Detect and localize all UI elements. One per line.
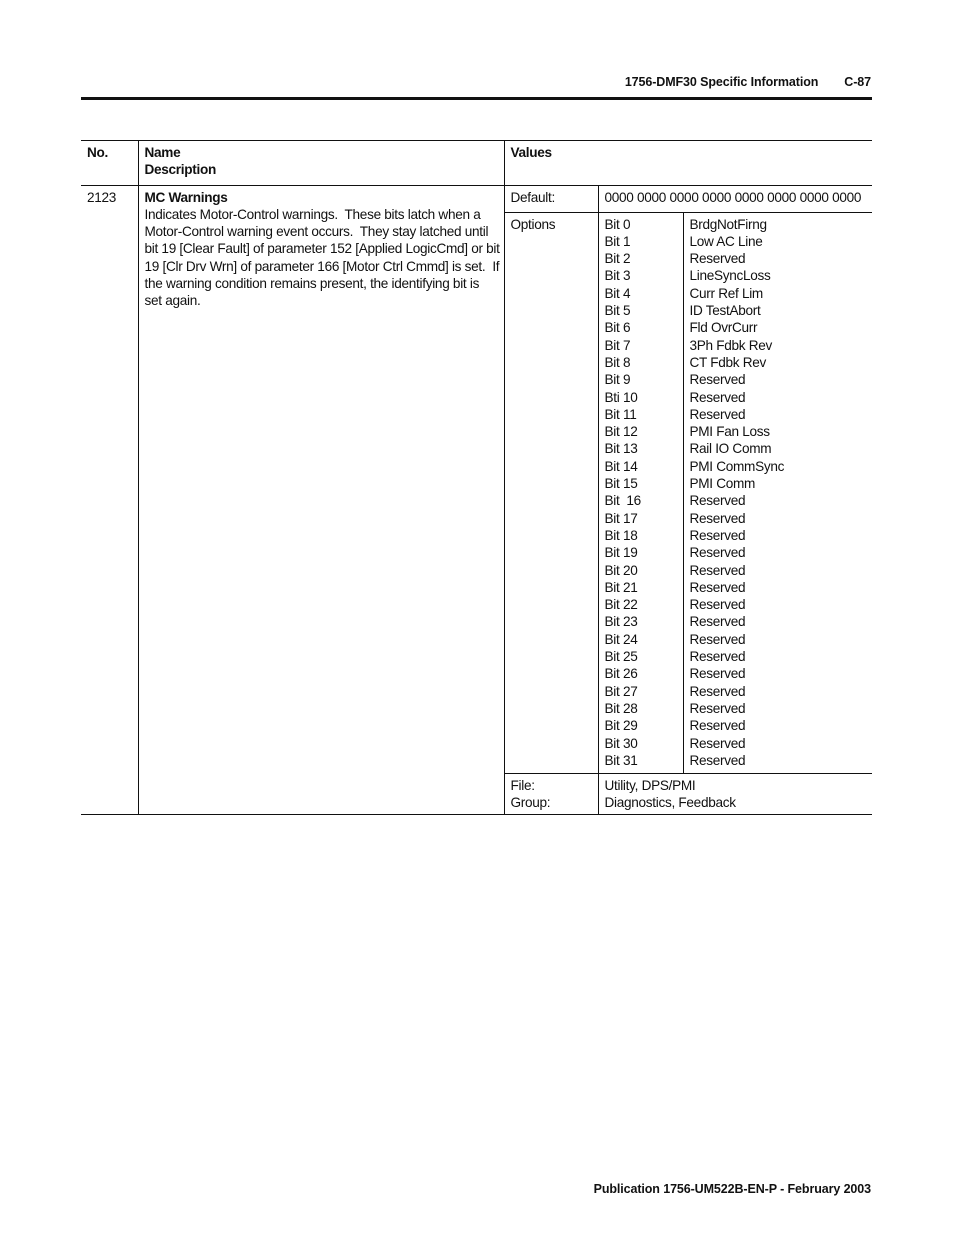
bit-number: Bit 2	[604, 251, 631, 267]
description-line: Indicates Motor-Control warnings. These bits latch when a	[144, 206, 481, 222]
parameter-number: 2123	[87, 189, 117, 205]
bit-number: Bti 10	[604, 389, 638, 405]
bit-number: Bit 0	[604, 216, 631, 232]
table-header-row	[81, 141, 872, 186]
bit-number-column	[599, 213, 684, 773]
bit-number: Bit 23	[604, 614, 638, 630]
bit-name: Reserved	[689, 372, 746, 388]
bit-number: Bit 12	[604, 424, 638, 440]
description-line: bit 19 [Clear Fault] of parameter 152 [Applied LogicCmd] or bit	[144, 241, 500, 257]
bit-name: Reserved	[689, 251, 746, 267]
bit-name: Reserved	[689, 493, 746, 509]
bit-name: Reserved	[689, 406, 746, 422]
bit-name: ID TestAbort	[689, 303, 761, 319]
bit-name: 3Ph Fdbk Rev	[689, 337, 773, 353]
bit-number: Bit 8	[604, 354, 631, 370]
group-value: Diagnostics, Feedback	[604, 794, 736, 810]
description-line: 19 [Clr Drv Wrn] of parameter 166 [Motor Ctrl Cmmd] is set. If	[144, 258, 500, 274]
default-label: Default:	[504, 185, 598, 212]
bit-name: Reserved	[689, 649, 746, 665]
bit-number: Bit 25	[604, 649, 638, 665]
bit-name: PMI CommSync	[689, 458, 785, 474]
description-line: set again.	[144, 293, 201, 309]
bit-name: PMI Fan Loss	[689, 424, 770, 440]
section-title: 1756-DMF30 Specific Information	[624, 75, 819, 89]
bit-name: Reserved	[689, 718, 746, 734]
bit-number: Bit 29	[604, 718, 638, 734]
bit-name: Reserved	[689, 666, 746, 682]
bit-number: Bit 9	[604, 372, 631, 388]
running-header	[625, 75, 871, 89]
bit-number: Bit 20	[604, 562, 638, 578]
publication-footer: Publication 1756-UM522B-EN-P - February 2003	[593, 1182, 871, 1196]
bit-name: Curr Ref Lim	[689, 285, 763, 301]
bit-name: Reserved	[689, 735, 746, 751]
description-line: the warning condition remains present, the identifying bit is	[144, 276, 480, 292]
description-line: Motor-Control warning event occurs. They stay latched until	[144, 224, 489, 240]
bit-name: CT Fdbk Rev	[689, 354, 767, 370]
file-group-values	[598, 773, 872, 815]
bit-name: Reserved	[689, 579, 746, 595]
bit-number: Bit 18	[604, 527, 638, 543]
col-header-no: No.	[87, 145, 108, 160]
bit-number: Bit 14	[604, 458, 638, 474]
bit-name: LineSyncLoss	[689, 268, 771, 284]
bit-name: Reserved	[689, 631, 746, 647]
bit-name: Reserved	[689, 510, 746, 526]
col-header-description-label: Description	[144, 162, 216, 178]
bit-name-column	[684, 213, 791, 773]
bit-number: Bit 6	[604, 320, 631, 336]
file-label: File:	[510, 777, 535, 793]
bit-number: Bit 15	[604, 476, 638, 492]
bit-number: Bit 1	[604, 233, 631, 249]
bit-number: Bit 3	[604, 268, 631, 284]
bit-name: Reserved	[689, 527, 746, 543]
parameter-name: MC Warnings	[144, 189, 228, 205]
bit-name: PMI Comm	[689, 476, 756, 492]
bit-name: Reserved	[689, 614, 746, 630]
parameter-table	[81, 140, 872, 815]
bit-name: Reserved	[689, 597, 746, 613]
file-value: Utility, DPS/PMI	[604, 777, 696, 793]
bit-name: Reserved	[689, 562, 746, 578]
bit-name: Reserved	[689, 545, 746, 561]
bit-number: Bit 7	[604, 337, 631, 353]
bit-name: Fld OvrCurr	[689, 320, 758, 336]
page-number: C-87	[844, 75, 871, 89]
bit-name: Low AC Line	[689, 233, 763, 249]
bit-number: Bit 13	[604, 441, 638, 457]
col-header-values: Values	[504, 141, 872, 186]
options-label: Options	[504, 212, 598, 773]
bit-number: Bit 17	[604, 510, 638, 526]
bit-name: Reserved	[689, 389, 746, 405]
parameter-name-description	[138, 185, 504, 815]
table-row	[81, 185, 872, 212]
default-value: 0000 0000 0000 0000 0000 0000 0000 0000	[598, 185, 872, 212]
file-group-labels	[504, 773, 598, 815]
bit-number: Bit 4	[604, 285, 631, 301]
header-rule	[81, 97, 872, 100]
bit-number: Bit 21	[604, 579, 638, 595]
bit-number: Bit 28	[604, 700, 638, 716]
bit-name: Reserved	[689, 683, 746, 699]
col-header-name	[138, 141, 504, 186]
options-list	[598, 212, 872, 773]
bit-number: Bit 19	[604, 545, 638, 561]
bit-number: Bit 11	[604, 406, 637, 422]
bit-name: Reserved	[689, 752, 746, 768]
bit-number: Bit 30	[604, 735, 638, 751]
bit-number: Bit 16	[604, 493, 641, 509]
col-header-name-label: Name	[144, 145, 181, 160]
bit-number: Bit 24	[604, 631, 638, 647]
bit-number: Bit 27	[604, 683, 638, 699]
group-label: Group:	[510, 794, 551, 810]
bit-number: Bit 5	[604, 303, 631, 319]
bit-name: Reserved	[689, 700, 746, 716]
bit-name: Rail IO Comm	[689, 441, 772, 457]
bit-number: Bit 22	[604, 597, 638, 613]
bit-number: Bit 26	[604, 666, 638, 682]
bit-name: BrdgNotFirng	[689, 216, 767, 232]
bit-number: Bit 31	[604, 752, 638, 768]
